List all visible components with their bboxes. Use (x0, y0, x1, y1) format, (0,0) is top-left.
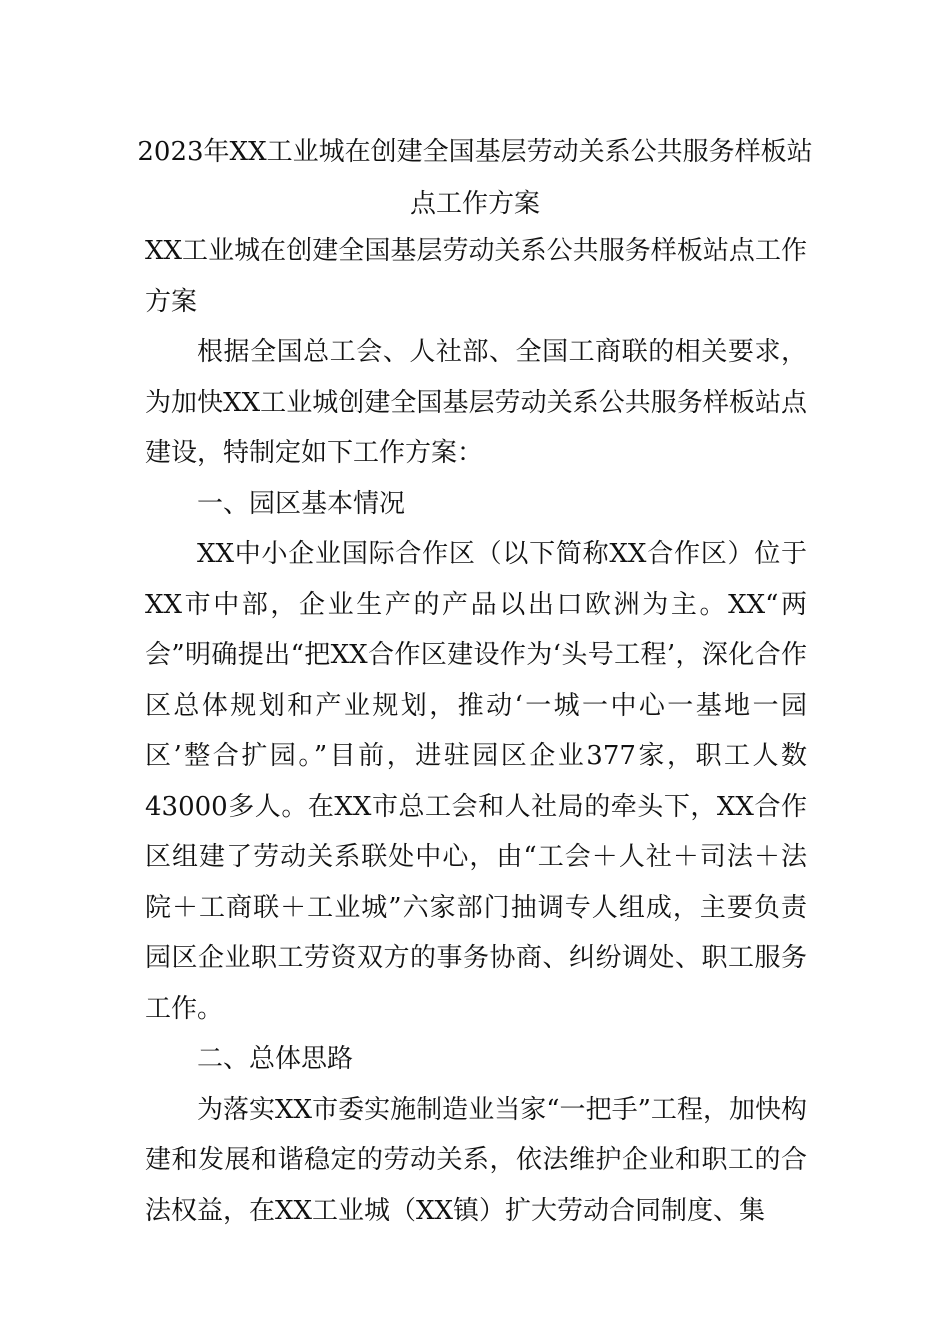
document-title: 2023年XX工业城在创建全国基层劳动关系公共服务样板站点工作方案 (137, 137, 813, 219)
section-2-paragraph: 为落实XX市委实施制造业当家“一把手”工程，加快构建和发展和谐稳定的劳动关系，依法维护企业和职工的合法权益，在XX工业城（XX镇）扩大劳动合同制度、集 (145, 1094, 807, 1226)
section-1-paragraph: XX中小企业国际合作区（以下简称XX合作区）位于XX市中部，企业生产的产品以出口欧洲为主。XX“两会”明确提出“把XX合作区建设作为‘头号工程’，深化合作区总体规划和产业规划，推动‘一城一中心一基地一园区’整合扩园。”目前，进驻园区企业377家，职工人数43000多人。在XX市总工会和人社局的牵头下，XX合作区组建了劳动关系联处中心，由“工会＋人社＋司法＋法院＋工商联＋工业城”六家部门抽调专人组成，主要负责园区企业职工劳资双方的事务协商、纠纷调处、职工服务工作。 (145, 539, 807, 1024)
document-body (145, 226, 807, 1236)
section-2-heading: 二、总体思路 (197, 1044, 354, 1074)
intro-paragraph: 根据全国总工会、人社部、全国工商联的相关要求，为加快XX工业城创建全国基层劳动关系公共服务样板站点建设，特制定如下工作方案： (145, 337, 807, 468)
section-1-heading: 一、园区基本情况 (197, 488, 406, 519)
document-subtitle: XX工业城在创建全国基层劳动关系公共服务样板站点工作方案 (145, 236, 807, 317)
